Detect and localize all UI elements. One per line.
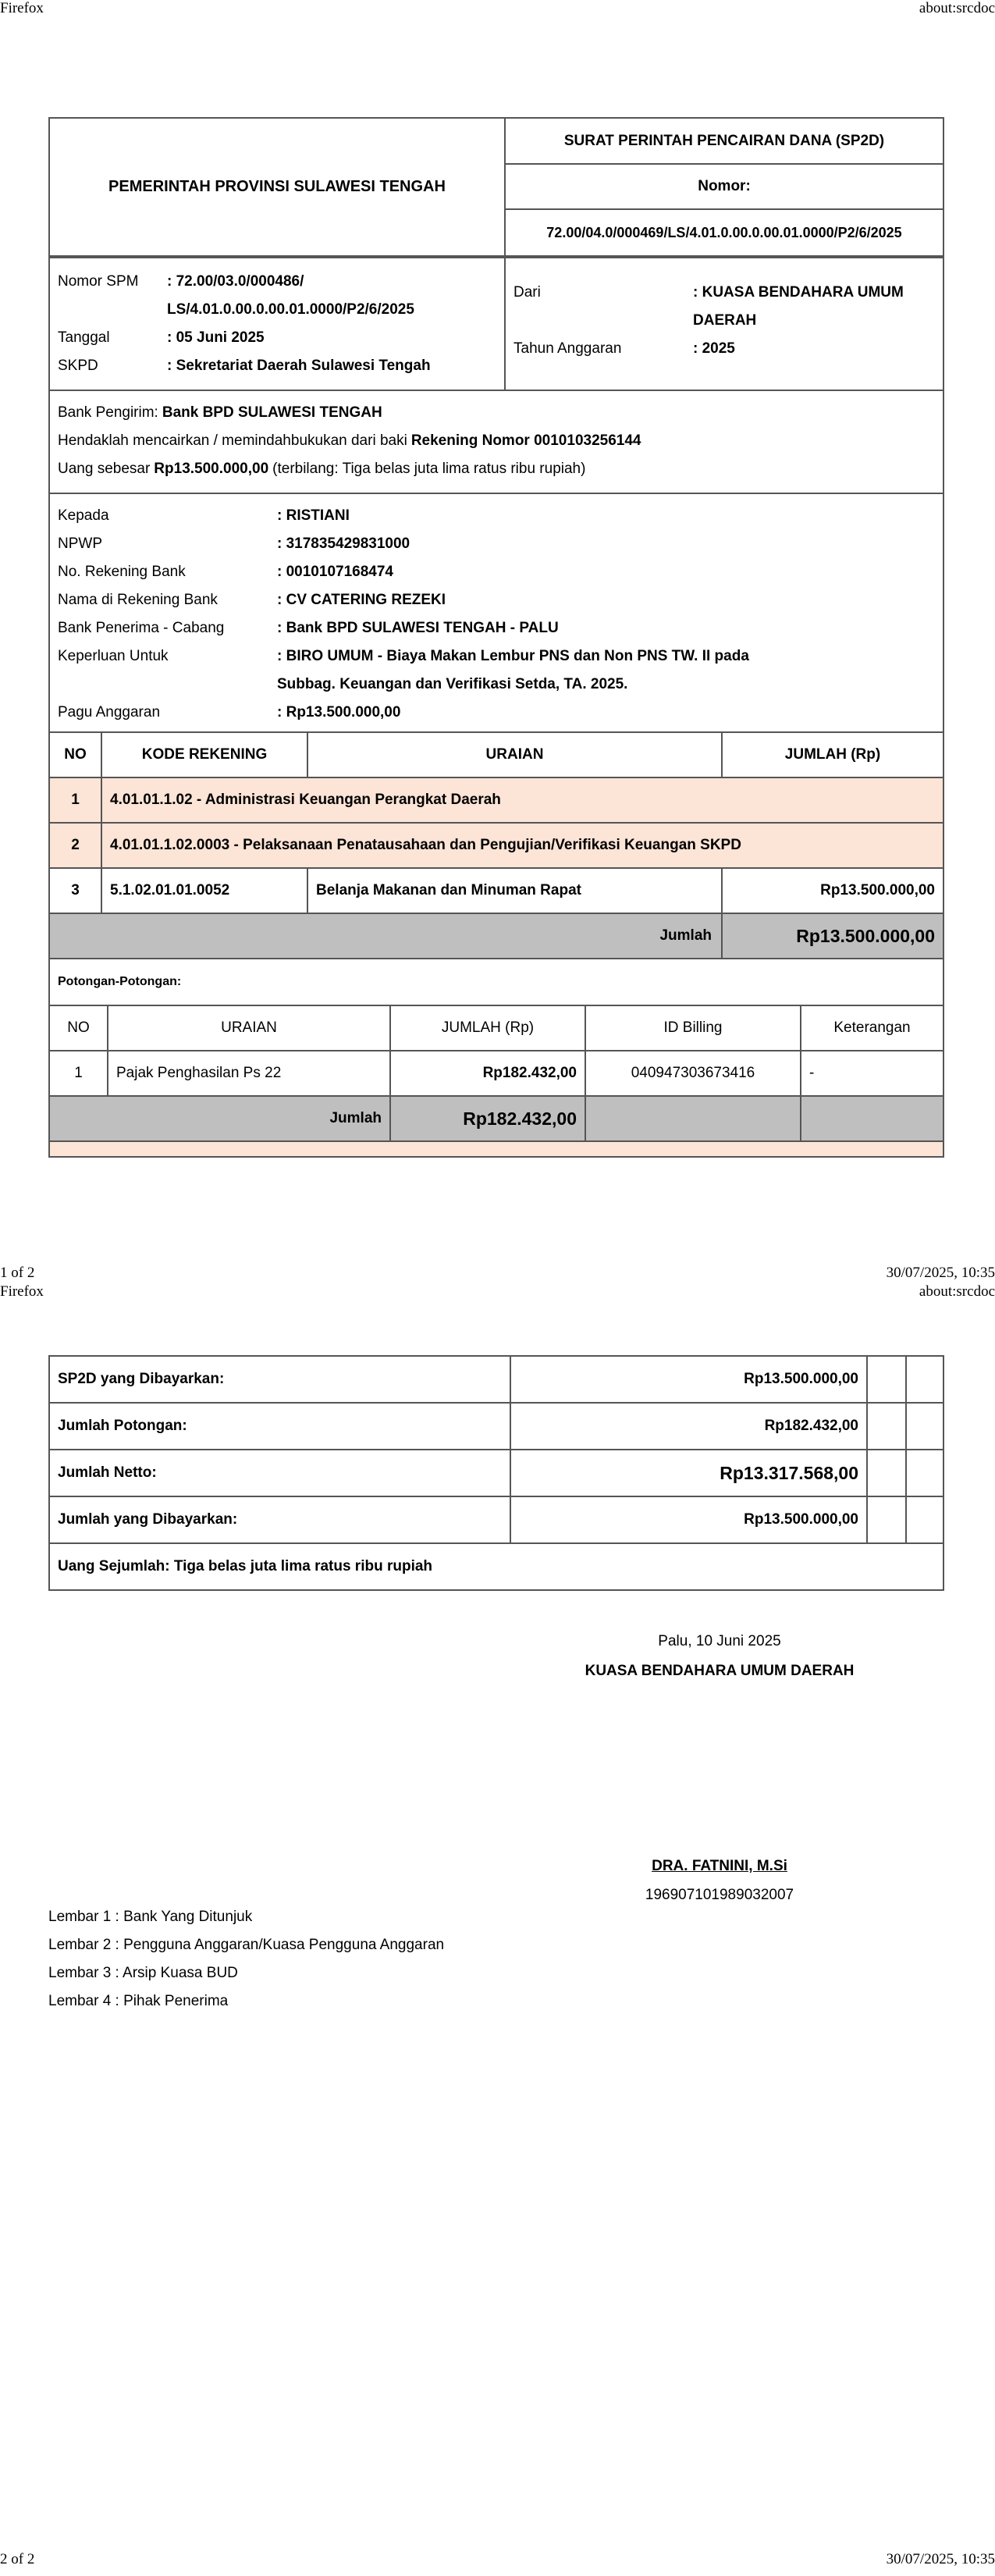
lembar-item: Lembar 2 : Pengguna Anggaran/Kuasa Pengguna Anggaran bbox=[48, 1937, 445, 1953]
col-jumlah: JUMLAH (Rp) bbox=[722, 732, 943, 777]
tanggal-label: Tanggal bbox=[58, 329, 110, 346]
lembar-item: Lembar 3 : Arsip Kuasa BUD bbox=[48, 1965, 238, 1981]
browser-url: about:srcdoc bbox=[919, 0, 995, 16]
tahun-label: Tahun Anggaran bbox=[513, 340, 622, 357]
uang-sejumlah: Uang Sejumlah: Tiga belas juta lima ratus ribu rupiah bbox=[49, 1543, 943, 1590]
jumlah-netto-value: Rp13.317.568,00 bbox=[510, 1450, 867, 1496]
bank-section bbox=[50, 391, 943, 493]
pot-col-uraian: URAIAN bbox=[108, 1005, 390, 1051]
table-row bbox=[50, 777, 943, 823]
tanggal-value: : 05 Juni 2025 bbox=[167, 329, 265, 346]
pot-jumlah-label: Jumlah bbox=[50, 1096, 390, 1141]
col-uraian: URAIAN bbox=[307, 732, 722, 777]
norek-label: No. Rekening Bank bbox=[58, 564, 186, 580]
pagu-label: Pagu Anggaran bbox=[58, 704, 161, 720]
jumlah-row bbox=[50, 913, 943, 959]
npwp-label: NPWP bbox=[58, 535, 102, 552]
jumlah-total: Rp13.500.000,00 bbox=[722, 913, 943, 959]
sp2d-dibayarkan-value: Rp13.500.000,00 bbox=[510, 1356, 867, 1403]
pemerintah-title: PEMERINTAH PROVINSI SULAWESI TENGAH bbox=[50, 119, 505, 256]
pot-col-keterangan: Keterangan bbox=[801, 1005, 943, 1051]
nomor-label: Nomor: bbox=[505, 164, 943, 209]
table-row bbox=[50, 1051, 943, 1096]
table-row bbox=[50, 868, 943, 913]
signature-place-date: Palu, 10 Juni 2025 bbox=[658, 1633, 781, 1649]
jumlah-potongan-value: Rp182.432,00 bbox=[510, 1403, 867, 1450]
browser-url-2: about:srcdoc bbox=[919, 1283, 995, 1300]
sp2d-dibayarkan-label: SP2D yang Dibayarkan: bbox=[49, 1356, 510, 1403]
uang-label: Uang sebesar bbox=[58, 461, 151, 477]
jumlah-netto-label: Jumlah Netto: bbox=[49, 1450, 510, 1496]
bank-cabang-value: : Bank BPD SULAWESI TENGAH - PALU bbox=[277, 620, 559, 636]
page-number-1: 1 of 2 bbox=[0, 1265, 35, 1281]
row-no: 1 bbox=[50, 777, 101, 823]
sp2d-title: SURAT PERINTAH PENCAIRAN DANA (SP2D) bbox=[505, 119, 943, 164]
header-table bbox=[50, 119, 943, 257]
rekening-table bbox=[50, 731, 943, 959]
bank-pengirim-value: Bank BPD SULAWESI TENGAH bbox=[162, 404, 382, 421]
nomor-spm-value: : 72.00/03.0/000486/ bbox=[167, 273, 304, 290]
spm-left bbox=[50, 258, 505, 390]
row-program: 4.01.01.1.02 - Administrasi Keuangan Perangkat Daerah bbox=[101, 777, 943, 823]
keperluan-value-cont: Subbag. Keuangan dan Verifikasi Setda, TA. 2025. bbox=[277, 676, 628, 692]
lembar-item: Lembar 1 : Bank Yang Ditunjuk bbox=[48, 1909, 253, 1925]
spm-table bbox=[50, 257, 943, 391]
lembar-item: Lembar 4 : Pihak Penerima bbox=[48, 1993, 229, 2009]
row-no: 3 bbox=[50, 868, 101, 913]
keperluan-value: : BIRO UMUM - Biaya Makan Lembur PNS dan Non PNS TW. II pada bbox=[277, 648, 749, 664]
pot-jumlah-total: Rp182.432,00 bbox=[390, 1096, 585, 1141]
table-row bbox=[50, 823, 943, 868]
col-kode: KODE REKENING bbox=[101, 732, 307, 777]
skpd-value: : Sekretariat Daerah Sulawesi Tengah bbox=[167, 358, 431, 374]
pot-col-no: NO bbox=[50, 1005, 108, 1051]
npwp-value: : 317835429831000 bbox=[277, 535, 410, 552]
dari-label: Dari bbox=[513, 284, 541, 301]
potongan-title: Potongan-Potongan: bbox=[58, 975, 182, 988]
pot-jumlah: Rp182.432,00 bbox=[390, 1051, 585, 1096]
pot-no: 1 bbox=[50, 1051, 108, 1096]
pot-billing: 040947303673416 bbox=[585, 1051, 801, 1096]
pot-col-jumlah: JUMLAH (Rp) bbox=[390, 1005, 585, 1051]
pot-jumlah-row bbox=[50, 1096, 943, 1141]
pot-col-billing: ID Billing bbox=[585, 1005, 801, 1051]
jumlah-potongan-label: Jumlah Potongan: bbox=[49, 1403, 510, 1450]
summary-section bbox=[48, 1355, 944, 1591]
browser-name: Firefox bbox=[0, 0, 44, 16]
jumlah-dibayarkan-value: Rp13.500.000,00 bbox=[510, 1496, 867, 1543]
signature-nip: 196907101989032007 bbox=[645, 1887, 794, 1903]
nomor-spm-value-cont: LS/4.01.0.00.0.00.01.0000/P2/6/2025 bbox=[167, 301, 414, 318]
row-no: 2 bbox=[50, 823, 101, 868]
pot-uraian: Pajak Penghasilan Ps 22 bbox=[108, 1051, 390, 1096]
dari-value: : KUASA BENDAHARA UMUM bbox=[693, 284, 904, 301]
bank-pengirim-label: Bank Pengirim: bbox=[58, 404, 158, 421]
jumlah-dibayarkan-label: Jumlah yang Dibayarkan: bbox=[49, 1496, 510, 1543]
print-datetime-1: 30/07/2025, 10:35 bbox=[886, 1265, 995, 1281]
bank-cabang-label: Bank Penerima - Cabang bbox=[58, 620, 225, 636]
keperluan-label: Keperluan Untuk bbox=[58, 648, 169, 664]
print-datetime-2: 30/07/2025, 10:35 bbox=[886, 2551, 995, 2567]
row-uraian: Belanja Makanan dan Minuman Rapat bbox=[307, 868, 722, 913]
jumlah-label: Jumlah bbox=[50, 913, 722, 959]
lembar-list bbox=[48, 1903, 444, 2016]
row-jumlah: Rp13.500.000,00 bbox=[722, 868, 943, 913]
row-kegiatan: 4.01.01.1.02.0003 - Pelaksanaan Penatausahaan dan Pengujian/Verifikasi Keuangan SKPD bbox=[101, 823, 943, 868]
recipient-section bbox=[50, 493, 943, 731]
pot-keterangan: - bbox=[801, 1051, 943, 1096]
skpd-label: SKPD bbox=[58, 358, 98, 374]
kepada-label: Kepada bbox=[58, 507, 109, 524]
norek-value: : 0010107168474 bbox=[277, 564, 393, 580]
nama-rekening-value: : CV CATERING REZEKI bbox=[277, 592, 446, 608]
uang-amount: Rp13.500.000,00 bbox=[154, 461, 269, 477]
hendaklah-text: Hendaklah mencairkan / memindahbukukan dari baki bbox=[58, 432, 407, 449]
nomor-spm-label: Nomor SPM bbox=[58, 273, 139, 290]
sp2d-document bbox=[48, 117, 944, 1158]
nama-rekening-label: Nama di Rekening Bank bbox=[58, 592, 218, 608]
signature-role: KUASA BENDAHARA UMUM DAERAH bbox=[585, 1663, 855, 1679]
row-kode: 5.1.02.01.01.0052 bbox=[101, 868, 307, 913]
kepada-value: : RISTIANI bbox=[277, 507, 350, 524]
dari-value-cont: DAERAH bbox=[693, 312, 757, 329]
peach-strip bbox=[50, 1142, 943, 1156]
spm-right bbox=[505, 258, 943, 390]
col-no: NO bbox=[50, 732, 101, 777]
tahun-value: : 2025 bbox=[693, 340, 735, 357]
sp2d-number: 72.00/04.0/000469/LS/4.01.0.00.0.00.01.0000/P2/6/2025 bbox=[505, 209, 943, 256]
page-number-2: 2 of 2 bbox=[0, 2551, 35, 2567]
summary-table bbox=[48, 1355, 944, 1591]
uang-terbilang: (terbilang: Tiga belas juta lima ratus ribu rupiah) bbox=[272, 461, 586, 477]
pagu-value: : Rp13.500.000,00 bbox=[277, 704, 401, 720]
potongan-table bbox=[50, 1005, 943, 1142]
signature-name: DRA. FATNINI, M.Si bbox=[652, 1858, 787, 1874]
browser-name-2: Firefox bbox=[0, 1283, 44, 1300]
rekening-nomor: Rekening Nomor 0010103256144 bbox=[410, 432, 641, 449]
